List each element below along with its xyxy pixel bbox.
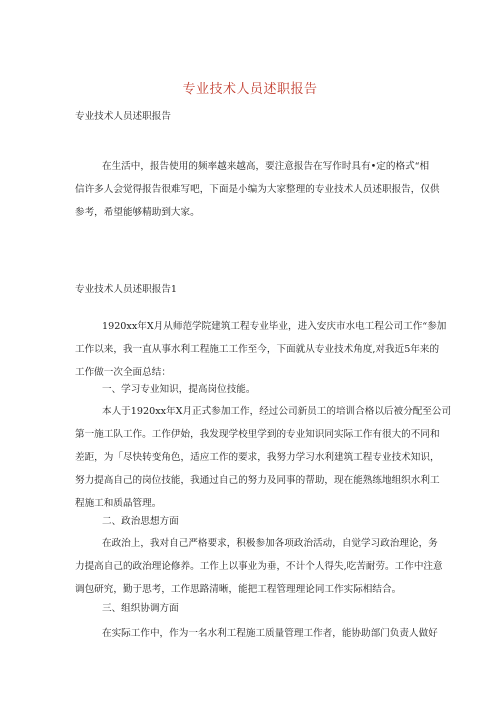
paragraph3-line-2: 力提高自己的政治理论修养。工作上以事业为垂，不计个人得失,吃苦耐劳。工作中注意	[75, 561, 443, 572]
paragraph2-line-3: 差距，为「尽快转变角色，适应工作的要求，我努力学习水利建筑工程专业技术知识，	[75, 452, 440, 463]
paragraph2-line-1: 本人于1920xx年X月正式参加工作，经过公司新员工的培训合格以后被分配至公司	[102, 406, 452, 417]
intro-line-1: 在生活中，报告使用的频率越来越高，要注意报告在写作时具有•定的格式“相	[102, 161, 430, 172]
paragraph2-line-5: 程施工和质晶管理。	[75, 498, 162, 509]
paragraph4-line-1: 在实际工作中，作为一名水利工程施工质量管理工作者，能协助部门负责人做好	[102, 628, 438, 639]
paragraph1-line-1: 1920xx年X月从师范学院建筑工程专业毕业，进入安庆市水电工程公司工作“参加	[102, 321, 447, 332]
paragraph1-line-3: 工作做一次全面总结：	[75, 367, 171, 378]
intro-line-3: 参考，希望能够精助到大家。	[75, 207, 200, 218]
heading-politics: 二、政治思想方面	[102, 516, 179, 527]
paragraph3-line-3: 调包研究，勤于思考，工作思路清晰，能把工程管理理论同工作实际相结合。	[75, 584, 402, 595]
heading-coordination: 三、组织协调方面	[102, 603, 179, 614]
paragraph1-line-2: 工作以来，我一直从事水利工程施工工作至今，下面就从专业技术角度,对我近5年来的	[75, 344, 440, 355]
intro-line-2: 信许多人会觉得报告很难写吧，下面是小编为大家整理的专业技术人员述职报告，仅供	[75, 184, 440, 195]
paragraph3-line-1: 在政治上，我对自己严格要求，积极参加各项政治活动，自觉学习政治理论，务	[102, 538, 438, 549]
document-title: 专业技术人员述职报告	[182, 82, 318, 97]
heading-study: 一、学习专业知识，提高岗位技能。	[102, 384, 256, 395]
paragraph2-line-4: 努力提高自己的岗位技能，我通过自己的努力及同事的帮助，现在能熟练地组织水利工	[75, 475, 440, 486]
section-heading: 专业技术人员述职报告1	[75, 284, 178, 295]
document-subtitle: 专业技术人员述职报告	[75, 111, 171, 122]
paragraph2-line-2: 第一施工队工作。工作伊始，我发现学校里学到的专业知识同实际工作有很大的不同和	[75, 429, 440, 440]
